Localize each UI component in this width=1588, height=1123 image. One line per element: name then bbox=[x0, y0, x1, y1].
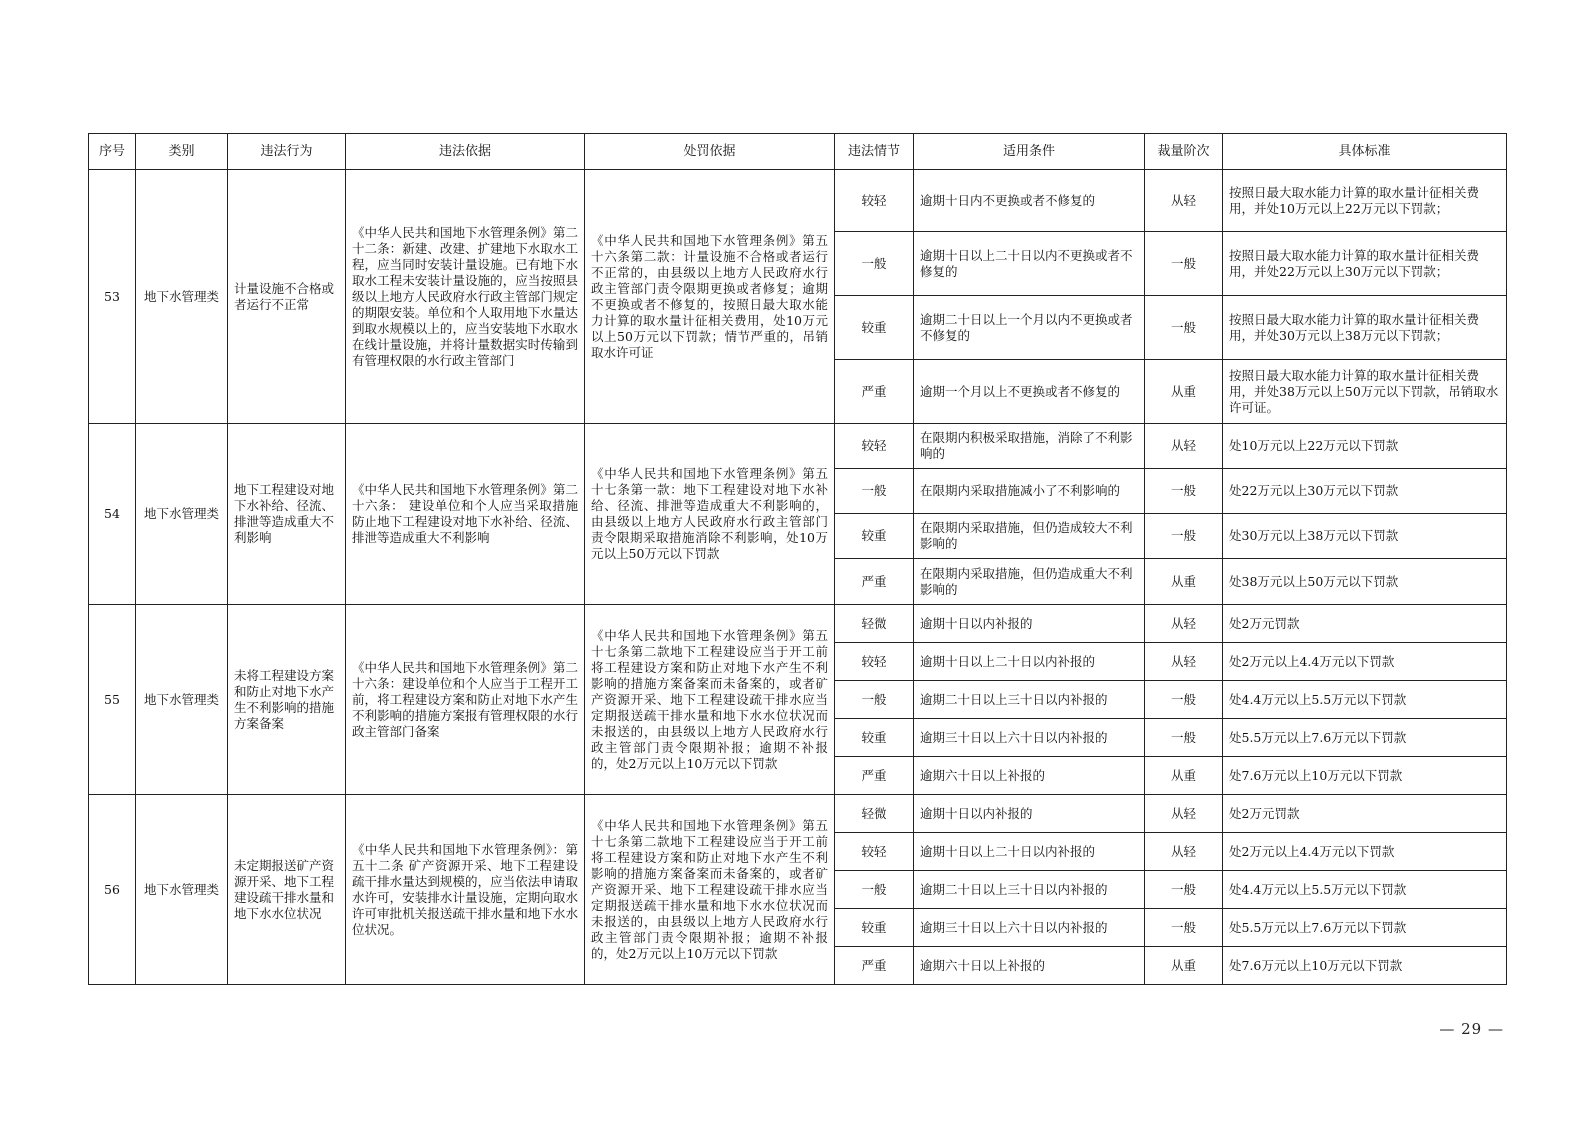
circumstance-cell: 较轻 bbox=[835, 170, 914, 232]
page-number: — 29 — bbox=[1439, 1020, 1504, 1038]
standard-cell: 处30万元以上38万元以下罚款 bbox=[1223, 514, 1507, 559]
circumstance-cell: 一般 bbox=[835, 232, 914, 296]
standard-cell: 处5.5万元以上7.6万元以下罚款 bbox=[1223, 719, 1507, 757]
level-cell: 从重 bbox=[1145, 360, 1223, 424]
category-cell: 地下水管理类 bbox=[136, 795, 228, 985]
header-violation-basis: 违法依据 bbox=[346, 134, 585, 170]
level-cell: 从轻 bbox=[1145, 643, 1223, 681]
standard-cell: 处7.6万元以上10万元以下罚款 bbox=[1223, 757, 1507, 795]
level-cell: 从轻 bbox=[1145, 605, 1223, 643]
level-cell: 一般 bbox=[1145, 681, 1223, 719]
standard-cell: 处2万元以上4.4万元以下罚款 bbox=[1223, 833, 1507, 871]
level-cell: 一般 bbox=[1145, 296, 1223, 360]
violation-basis-cell: 《中华人民共和国地下水管理条例》第二十六条：建设单位和个人应当于工程开工前，将工程建设方案和防止对地下水产生不利影响的措施方案报有管理权限的水行政主管部门备案 bbox=[346, 605, 585, 795]
condition-cell: 逾期十日以内补报的 bbox=[914, 605, 1145, 643]
act-cell: 地下工程建设对地下水补给、径流、排泄等造成重大不利影响 bbox=[228, 424, 346, 605]
condition-cell: 逾期三十日以上六十日以内补报的 bbox=[914, 719, 1145, 757]
circumstance-cell: 一般 bbox=[835, 681, 914, 719]
table-header-row bbox=[89, 134, 1507, 170]
penalty-standard-table bbox=[88, 133, 1507, 985]
penalty-basis-cell: 《中华人民共和国地下水管理条例》第五十七条第二款地下工程建设应当于开工前将工程建设方案和防止对地下水产生不利影响的措施方案备案而未备案的，或者矿产资源开采、地下工程建设疏干排水应当定期报送疏干排水量和地下水水位状况而未报送的，由县级以上地方人民政府水行政主管部门责令限期补报；逾期不补报的，处2万元以上10万元以下罚款 bbox=[585, 605, 835, 795]
standard-cell: 处4.4万元以上5.5万元以下罚款 bbox=[1223, 871, 1507, 909]
category-cell: 地下水管理类 bbox=[136, 605, 228, 795]
category-cell: 地下水管理类 bbox=[136, 170, 228, 424]
circumstance-cell: 一般 bbox=[835, 871, 914, 909]
level-cell: 从轻 bbox=[1145, 424, 1223, 469]
condition-cell: 在限期内采取措施，但仍造成较大不利影响的 bbox=[914, 514, 1145, 559]
table-body bbox=[89, 170, 1507, 985]
penalty-basis-cell: 《中华人民共和国地下水管理条例》第五十七条第二款地下工程建设应当于开工前将工程建设方案和防止对地下水产生不利影响的措施方案备案而未备案的，或者矿产资源开采、地下工程建设疏干排水应当定期报送疏干排水量和地下水水位状况而未报送的，由县级以上地方人民政府水行政主管部门责令限期补报；逾期不补报的，处2万元以上10万元以下罚款 bbox=[585, 795, 835, 985]
act-cell: 未定期报送矿产资源开采、地下工程建设疏干排水量和地下水水位状况 bbox=[228, 795, 346, 985]
penalty-basis-cell: 《中华人民共和国地下水管理条例》第五十六条第二款：计量设施不合格或者运行不正常的，由县级以上地方人民政府水行政主管部门责令限期更换或者修复；逾期不更换或者不修复的，按照日最大取水能力计算的取水量计征相关费用，处10万元以上50万元以下罚款；情节严重的，吊销取水许可证 bbox=[585, 170, 835, 424]
condition-cell: 逾期二十日以上一个月以内不更换或者不修复的 bbox=[914, 296, 1145, 360]
penalty-basis-cell: 《中华人民共和国地下水管理条例》第五十七条第一款：地下工程建设对地下水补给、径流、排泄等造成重大不利影响的，由县级以上地方人民政府水行政主管部门责令限期采取措施消除不利影响，处10万元以上50万元以下罚款 bbox=[585, 424, 835, 605]
level-cell: 从轻 bbox=[1145, 170, 1223, 232]
header-condition: 适用条件 bbox=[914, 134, 1145, 170]
level-cell: 从轻 bbox=[1145, 795, 1223, 833]
circumstance-cell: 严重 bbox=[835, 559, 914, 605]
circumstance-cell: 严重 bbox=[835, 757, 914, 795]
header-act: 违法行为 bbox=[228, 134, 346, 170]
standard-cell: 处4.4万元以上5.5万元以下罚款 bbox=[1223, 681, 1507, 719]
level-cell: 从重 bbox=[1145, 559, 1223, 605]
condition-cell: 逾期十日内不更换或者不修复的 bbox=[914, 170, 1145, 232]
circumstance-cell: 较轻 bbox=[835, 424, 914, 469]
act-cell: 计量设施不合格或者运行不正常 bbox=[228, 170, 346, 424]
seq-cell: 55 bbox=[89, 605, 136, 795]
level-cell: 一般 bbox=[1145, 719, 1223, 757]
condition-cell: 逾期十日以内补报的 bbox=[914, 795, 1145, 833]
circumstance-cell: 较轻 bbox=[835, 643, 914, 681]
circumstance-cell: 较重 bbox=[835, 909, 914, 947]
circumstance-cell: 较重 bbox=[835, 514, 914, 559]
category-cell: 地下水管理类 bbox=[136, 424, 228, 605]
header-level: 裁量阶次 bbox=[1145, 134, 1223, 170]
violation-basis-cell: 《中华人民共和国地下水管理条例》第二十六条： 建设单位和个人应当采取措施防止地下工程建设对地下水补给、径流、排泄等造成重大不利影响 bbox=[346, 424, 585, 605]
table-row bbox=[89, 170, 1507, 232]
standard-cell: 处2万元罚款 bbox=[1223, 605, 1507, 643]
condition-cell: 逾期三十日以上六十日以内补报的 bbox=[914, 909, 1145, 947]
circumstance-cell: 较重 bbox=[835, 296, 914, 360]
standard-cell: 处5.5万元以上7.6万元以下罚款 bbox=[1223, 909, 1507, 947]
condition-cell: 逾期六十日以上补报的 bbox=[914, 947, 1145, 985]
condition-cell: 逾期十日以上二十日以内补报的 bbox=[914, 833, 1145, 871]
level-cell: 一般 bbox=[1145, 909, 1223, 947]
condition-cell: 在限期内积极采取措施，消除了不利影响的 bbox=[914, 424, 1145, 469]
table-row bbox=[89, 605, 1507, 643]
standard-cell: 按照日最大取水能力计算的取水量计征相关费用，并处38万元以上50万元以下罚款，吊销取水许可证。 bbox=[1223, 360, 1507, 424]
condition-cell: 逾期二十日以上三十日以内补报的 bbox=[914, 681, 1145, 719]
standard-cell: 按照日最大取水能力计算的取水量计征相关费用，并处22万元以上30万元以下罚款； bbox=[1223, 232, 1507, 296]
standard-cell: 处2万元以上4.4万元以下罚款 bbox=[1223, 643, 1507, 681]
standard-cell: 处2万元罚款 bbox=[1223, 795, 1507, 833]
condition-cell: 在限期内采取措施减小了不利影响的 bbox=[914, 469, 1145, 514]
level-cell: 一般 bbox=[1145, 469, 1223, 514]
level-cell: 一般 bbox=[1145, 232, 1223, 296]
circumstance-cell: 轻微 bbox=[835, 605, 914, 643]
level-cell: 从重 bbox=[1145, 947, 1223, 985]
condition-cell: 逾期十日以上二十日以内补报的 bbox=[914, 643, 1145, 681]
table-row bbox=[89, 795, 1507, 833]
seq-cell: 53 bbox=[89, 170, 136, 424]
condition-cell: 逾期六十日以上补报的 bbox=[914, 757, 1145, 795]
circumstance-cell: 轻微 bbox=[835, 795, 914, 833]
circumstance-cell: 严重 bbox=[835, 947, 914, 985]
header-penalty-basis: 处罚依据 bbox=[585, 134, 835, 170]
condition-cell: 在限期内采取措施，但仍造成重大不利影响的 bbox=[914, 559, 1145, 605]
standard-cell: 按照日最大取水能力计算的取水量计征相关费用，并处30万元以上38万元以下罚款； bbox=[1223, 296, 1507, 360]
standard-cell: 处22万元以上30万元以下罚款 bbox=[1223, 469, 1507, 514]
level-cell: 从轻 bbox=[1145, 833, 1223, 871]
level-cell: 一般 bbox=[1145, 514, 1223, 559]
circumstance-cell: 严重 bbox=[835, 360, 914, 424]
condition-cell: 逾期十日以上二十日以内不更换或者不修复的 bbox=[914, 232, 1145, 296]
standard-cell: 按照日最大取水能力计算的取水量计征相关费用，并处10万元以上22万元以下罚款； bbox=[1223, 170, 1507, 232]
level-cell: 从重 bbox=[1145, 757, 1223, 795]
table-row bbox=[89, 424, 1507, 469]
circumstance-cell: 较重 bbox=[835, 719, 914, 757]
header-standard: 具体标准 bbox=[1223, 134, 1507, 170]
seq-cell: 56 bbox=[89, 795, 136, 985]
standard-cell: 处7.6万元以上10万元以下罚款 bbox=[1223, 947, 1507, 985]
standard-cell: 处10万元以上22万元以下罚款 bbox=[1223, 424, 1507, 469]
violation-basis-cell: 《中华人民共和国地下水管理条例》：第五十二条 矿产资源开采、地下工程建设疏干排水量达到规模的，应当依法申请取水许可，安装排水计量设施，定期向取水许可审批机关报送疏干排水量和地下水水位状况。 bbox=[346, 795, 585, 985]
level-cell: 一般 bbox=[1145, 871, 1223, 909]
violation-basis-cell: 《中华人民共和国地下水管理条例》第二十二条：新建、改建、扩建地下水取水工程，应当同时安装计量设施。已有地下水取水工程未安装计量设施的，应当按照县级以上地方人民政府水行政主管部门规定的期限安装。单位和个人取用地下水量达到取水规模以上的，应当安装地下水取水在线计量设施，并将计量数据实时传输到有管理权限的水行政主管部门 bbox=[346, 170, 585, 424]
circumstance-cell: 较轻 bbox=[835, 833, 914, 871]
circumstance-cell: 一般 bbox=[835, 469, 914, 514]
act-cell: 未将工程建设方案和防止对地下水产生不利影响的措施方案备案 bbox=[228, 605, 346, 795]
standard-cell: 处38万元以上50万元以下罚款 bbox=[1223, 559, 1507, 605]
condition-cell: 逾期一个月以上不更换或者不修复的 bbox=[914, 360, 1145, 424]
header-seq: 序号 bbox=[89, 134, 136, 170]
header-circumstance: 违法情节 bbox=[835, 134, 914, 170]
header-category: 类别 bbox=[136, 134, 228, 170]
condition-cell: 逾期二十日以上三十日以内补报的 bbox=[914, 871, 1145, 909]
seq-cell: 54 bbox=[89, 424, 136, 605]
